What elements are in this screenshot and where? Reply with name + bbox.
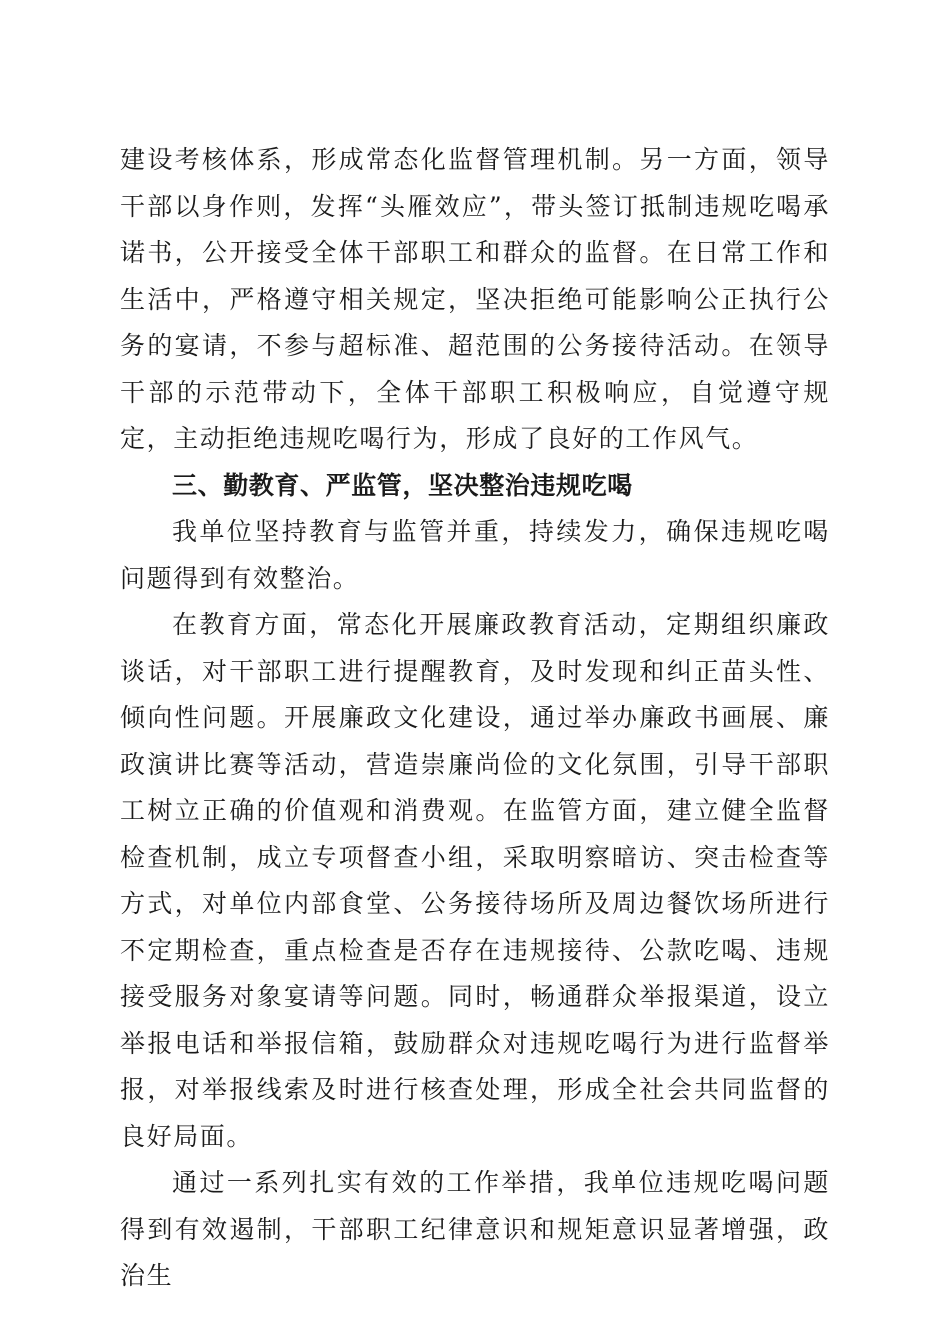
paragraph-continuation: 建设考核体系，形成常态化监督管理机制。另一方面，领导干部以身作则，发挥“头雁效应”，带头签订抵制违规吃喝承诺书，公开接受全体干部职工和群众的监督。在日常工作和生活中，严格遵守相关规定，坚决拒绝可能影响公正执行公务的宴请，不参与超标准、超范围的公务接待活动。在领导干部的示范带动下，全体干部职工积极响应，自觉遵守规定，主动拒绝违规吃喝行为，形成了良好的工作风气。 <box>120 145 830 453</box>
paragraph-results: 通过一系列扎实有效的工作举措，我单位违规吃喝问题得到有效遏制，干部职工纪律意识和规矩意识显著增强，政治生 <box>120 1168 830 1290</box>
paragraph-intro: 我单位坚持教育与监管并重，持续发力，确保违规吃喝问题得到有效整治。 <box>120 517 830 593</box>
paragraph-education-supervision: 在教育方面，常态化开展廉政教育活动，定期组织廉政谈话，对干部职工进行提醒教育，及时发现和纠正苗头性、倾向性问题。开展廉政文化建设，通过举办廉政书画展、廉政演讲比赛等活动，营造崇廉尚俭的文化氛围，引导干部职工树立正确的价值观和消费观。在监管方面，建立健全监督检查机制，成立专项督查小组，采取明察暗访、突击检查等方式，对单位内部食堂、公务接待场所及周边餐饮场所进行不定期检查，重点检查是否存在违规接待、公款吃喝、违规接受服务对象宴请等问题。同时，畅通群众举报渠道，设立举报电话和举报信箱，鼓励群众对违规吃喝行为进行监督举报，对举报线索及时进行核查处理，形成全社会共同监督的良好局面。 <box>120 610 830 1151</box>
document-body <box>120 137 830 1300</box>
section-heading: 三、勤教育、严监管，坚决整治违规吃喝 <box>172 470 633 500</box>
